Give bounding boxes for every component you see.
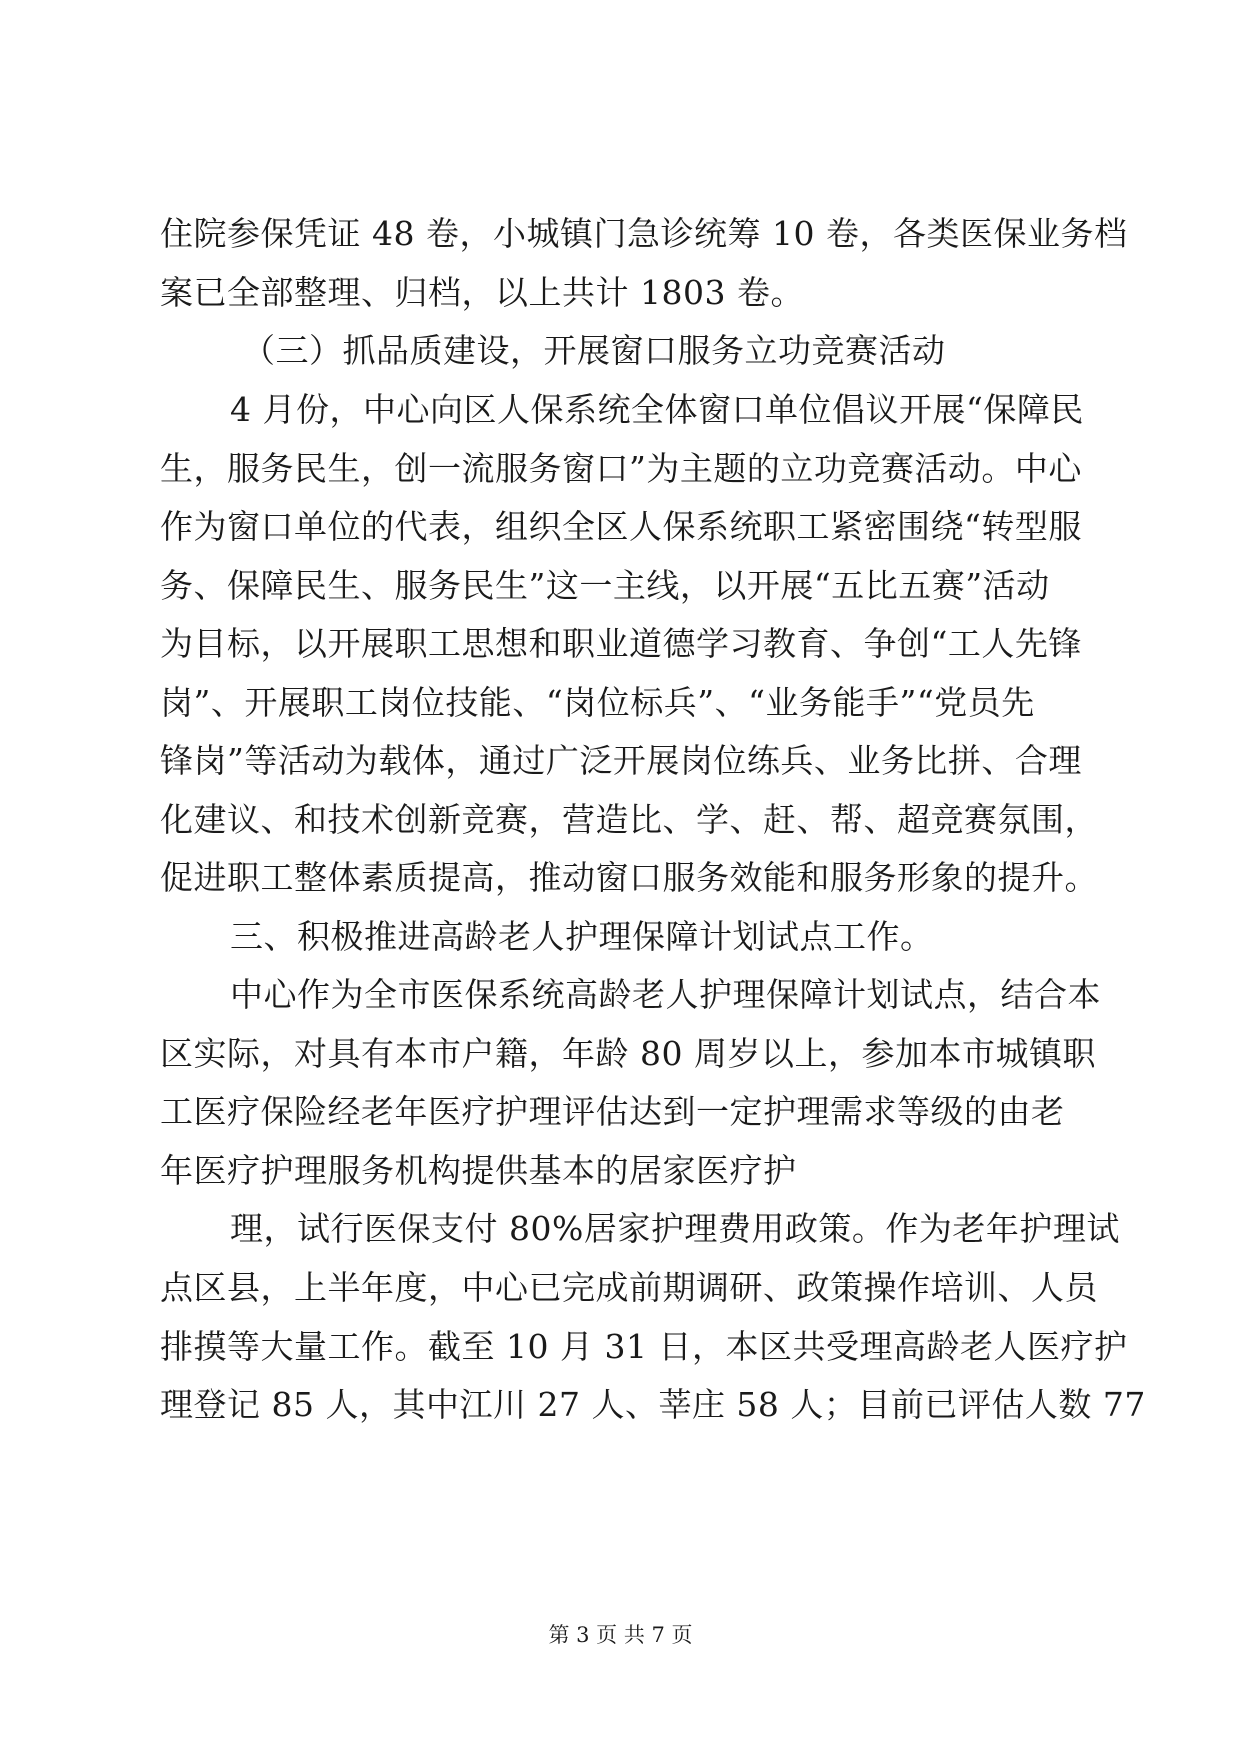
body-line: 为目标，以开展职工思想和职业道德学习教育、争创“工人先锋	[160, 624, 1082, 663]
body-line: 锋岗”等活动为载体，通过广泛开展岗位练兵、业务比拼、合理	[160, 741, 1082, 780]
body-line: 理登记 85 人，其中江川 27 人、莘庄 58 人；目前已评估人数 77	[160, 1385, 1146, 1424]
body-line: 理，试行医保支付 80%居家护理费用政策。作为老年护理试	[230, 1209, 1120, 1248]
body-line: 案已全部整理、归档，以上共计 1803 卷。	[160, 273, 804, 312]
body-line: 生，服务民生，创一流服务窗口”为主题的立功竞赛活动。中心	[160, 449, 1082, 488]
body-line: 促进职工整体素质提高，推动窗口服务效能和服务形象的提升。	[160, 858, 1098, 897]
page-number-footer: 第 3 页 共 7 页	[548, 1623, 693, 1647]
body-line: 务、保障民生、服务民生”这一主线，以开展“五比五赛”活动	[160, 566, 1050, 605]
section-heading: 三、积极推进高龄老人护理保障计划试点工作。	[230, 917, 934, 956]
body-line: 岗”、开展职工岗位技能、“岗位标兵”、“业务能手”“党员先	[160, 683, 1035, 722]
body-line: 区实际，对具有本市户籍，年龄 80 周岁以上，参加本市城镇职	[160, 1034, 1096, 1073]
body-line: 中心作为全市医保系统高龄老人护理保障计划试点，结合本	[230, 975, 1101, 1014]
body-line: 住院参保凭证 48 卷，小城镇门急诊统筹 10 卷，各类医保业务档	[160, 214, 1128, 253]
section-heading: （三）抓品质建设，开展窗口服务立功竞赛活动	[242, 331, 946, 370]
body-line: 工医疗保险经老年医疗护理评估达到一定护理需求等级的由老	[160, 1092, 1065, 1131]
body-line: 排摸等大量工作。截至 10 月 31 日，本区共受理高龄老人医疗护	[160, 1327, 1128, 1366]
body-line: 点区县，上半年度，中心已完成前期调研、政策操作培训、人员	[160, 1268, 1098, 1307]
body-line: 年医疗护理服务机构提供基本的居家医疗护	[160, 1151, 797, 1190]
body-line: 4 月份，中心向区人保系统全体窗口单位倡议开展“保障民	[230, 390, 1084, 429]
body-line: 作为窗口单位的代表，组织全区人保系统职工紧密围绕“转型服	[160, 507, 1082, 546]
body-line: 化建议、和技术创新竞赛，营造比、学、赶、帮、超竞赛氛围，	[160, 800, 1098, 839]
